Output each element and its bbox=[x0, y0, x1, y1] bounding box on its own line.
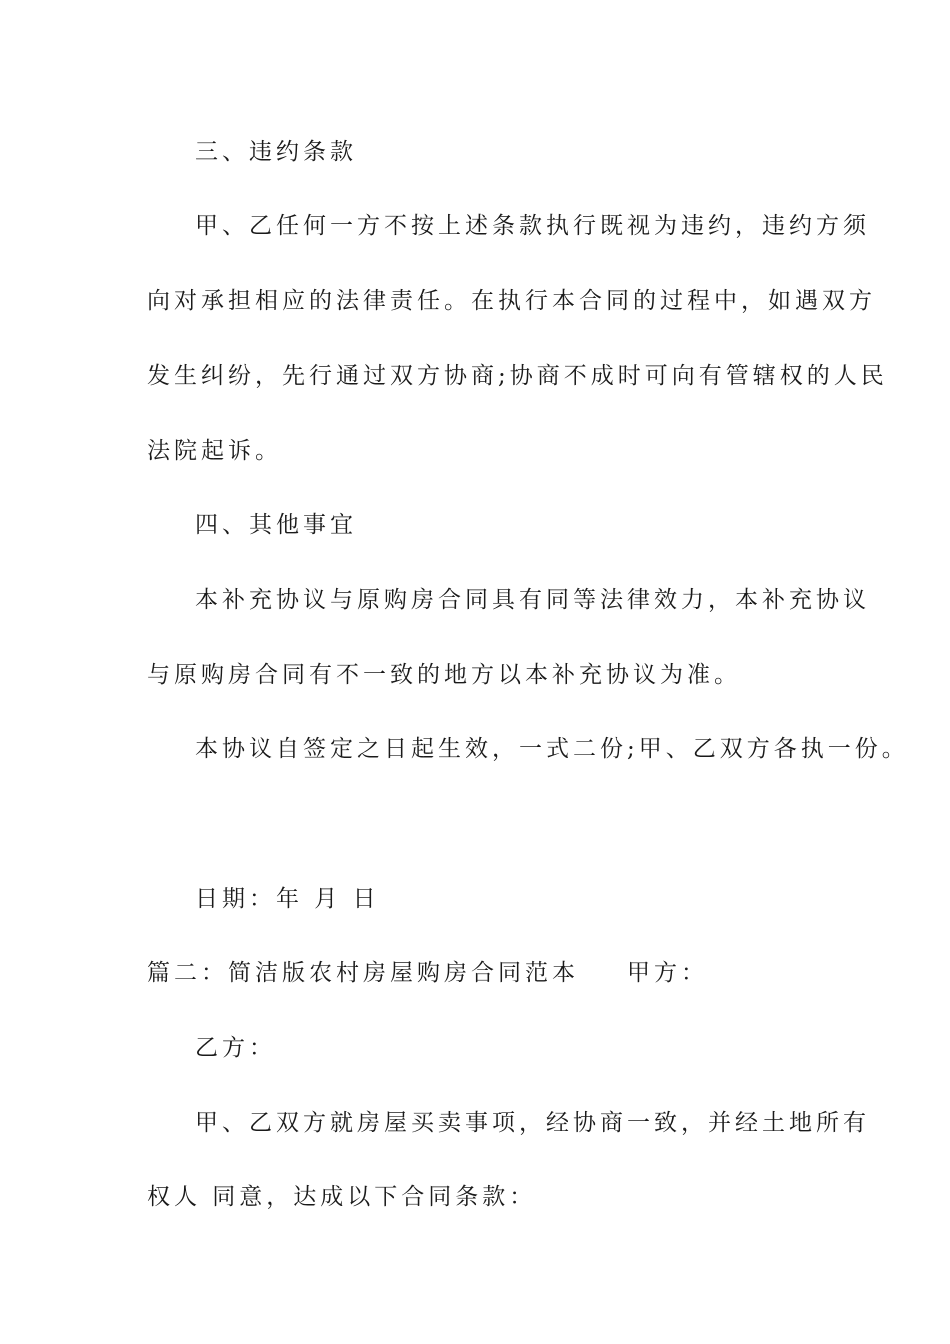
paragraph-line: 与原购房合同有不一致的地方以本补充协议为准。 bbox=[147, 662, 741, 688]
paragraph-line: 法院起诉。 bbox=[147, 438, 282, 464]
part-two-title: 篇二：简洁版农村房屋购房合同范本 bbox=[147, 960, 579, 986]
party-b-label: 乙方： bbox=[195, 1035, 276, 1061]
paragraph-line: 向对承担相应的法律责任。在执行本合同的过程中，如遇双方 bbox=[147, 288, 876, 314]
paragraph-line: 甲、乙任何一方不按上述条款执行既视为违约，违约方须 bbox=[195, 213, 870, 239]
section-heading-other: 四、其他事宜 bbox=[195, 512, 357, 538]
paragraph-line: 本协议自签定之日起生效，一式二份;甲、乙双方各执一份。 bbox=[195, 736, 909, 762]
paragraph-line: 本补充协议与原购房合同具有同等法律效力，本补充协议 bbox=[195, 587, 870, 613]
paragraph-line: 权人 同意，达成以下合同条款： bbox=[147, 1184, 537, 1210]
section-heading-breach: 三、违约条款 bbox=[195, 139, 357, 165]
party-a-label: 甲方： bbox=[627, 960, 708, 986]
paragraph-line: 甲、乙双方就房屋买卖事项，经协商一致，并经土地所有 bbox=[195, 1110, 870, 1136]
date-line: 日期：年 月 日 bbox=[195, 886, 380, 912]
part-two-heading-line bbox=[147, 958, 708, 988]
paragraph-line: 发生纠纷，先行通过双方协商;协商不成时可向有管辖权的人民 bbox=[147, 363, 888, 389]
